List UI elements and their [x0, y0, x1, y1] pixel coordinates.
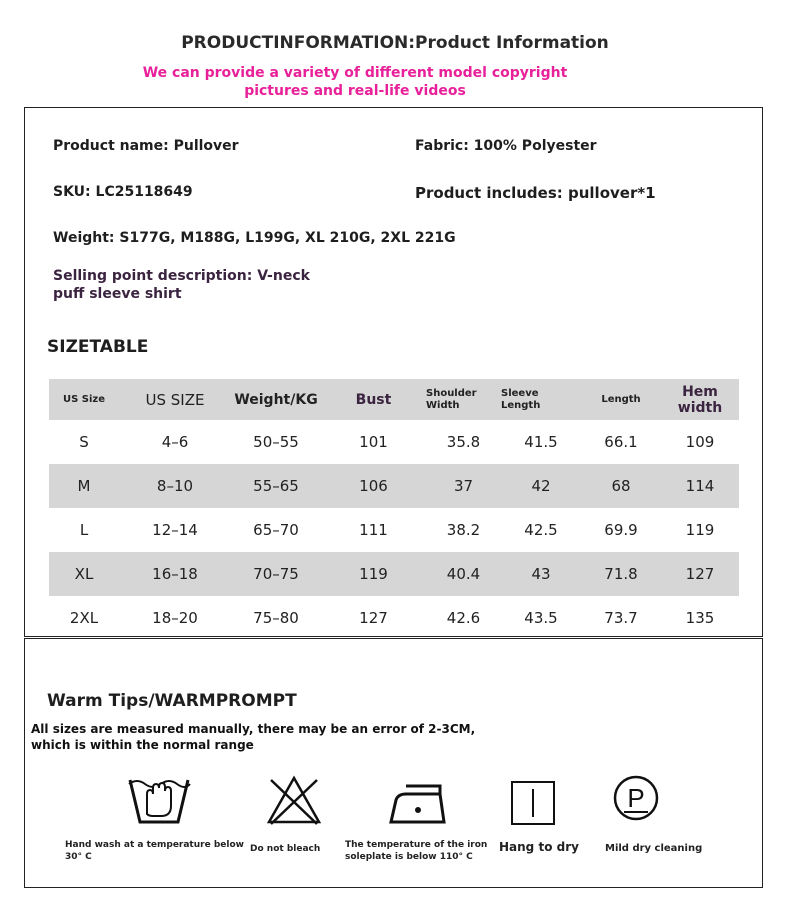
- iron-label: [345, 839, 487, 863]
- header-shoulder-width: [426, 379, 501, 420]
- warm-tips-line-1: All sizes are measured manually, there may be an error of 2-3CM,: [31, 722, 476, 736]
- header-width: Width: [426, 399, 460, 411]
- no-bleach-label: Do not bleach: [250, 844, 321, 854]
- header-weight: Weight/KG: [231, 379, 321, 420]
- header-shoulder: Shoulder: [426, 387, 477, 399]
- header-length: Length: [581, 379, 661, 420]
- cell: 111: [359, 521, 388, 539]
- fabric: Fabric: 100% Polyester: [415, 138, 597, 154]
- dry-clean-icon: [612, 774, 660, 822]
- hand-wash-label: [65, 839, 244, 863]
- size-table-header: [49, 379, 739, 420]
- hand-wash-line-1: Hand wash at a temperature below: [65, 840, 244, 850]
- warm-tips-line-2: which is within the normal range: [31, 738, 254, 752]
- cell: 65–70: [253, 521, 299, 539]
- cell: 70–75: [231, 552, 321, 596]
- cell: 119: [685, 521, 715, 539]
- selling-point-line-2: puff sleeve shirt: [53, 286, 182, 302]
- cell: 135: [685, 609, 715, 627]
- cell: 73.7: [604, 609, 638, 627]
- cell: 114: [661, 464, 739, 508]
- warm-tips-text: [31, 721, 475, 753]
- cell: 68: [581, 464, 661, 508]
- cell: 38.2: [446, 521, 481, 539]
- cell: 127: [359, 609, 388, 627]
- cell: 101: [359, 433, 388, 451]
- cell: 4–6: [161, 433, 189, 451]
- cell: 2XL: [69, 609, 99, 627]
- sku: SKU: LC25118649: [53, 184, 193, 200]
- hang-dry-icon: [510, 780, 556, 826]
- promo-line-1: We can provide a variety of different model copyright: [142, 65, 568, 81]
- page-title: PRODUCTINFORMATION:Product Information: [181, 33, 609, 53]
- iron-line-1: The temperature of the iron: [345, 840, 488, 850]
- cell: 106: [321, 464, 426, 508]
- cell: M: [49, 464, 119, 508]
- header-us-size-2: US SIZE: [119, 379, 231, 420]
- iron-line-2: soleplate is below 110° C: [345, 852, 473, 862]
- hand-wash-line-2: 30° C: [65, 852, 92, 862]
- cell: 12–14: [152, 521, 198, 539]
- table-row: [49, 464, 739, 508]
- cell: 75–80: [253, 609, 299, 627]
- header-hem-width: Hem width: [661, 379, 739, 420]
- cell: 43: [501, 552, 581, 596]
- size-table: [49, 379, 739, 640]
- header-us-size: US Size: [49, 379, 119, 420]
- hand-wash-icon: [127, 774, 191, 826]
- cell: 8–10: [119, 464, 231, 508]
- table-row: [49, 508, 739, 552]
- cell: 71.8: [581, 552, 661, 596]
- product-includes: Product includes: pullover*1: [415, 184, 656, 202]
- cell: 37: [426, 464, 501, 508]
- cell: 42: [501, 464, 581, 508]
- table-row: [49, 552, 739, 596]
- cell: 43.5: [524, 609, 558, 627]
- cell: 42.6: [446, 609, 481, 627]
- cell: 119: [321, 552, 426, 596]
- selling-point-line-1: Selling point description: V-neck: [53, 268, 310, 284]
- cell: 127: [661, 552, 739, 596]
- no-bleach-icon: [265, 774, 323, 826]
- selling-point: [53, 267, 310, 303]
- table-row: [49, 596, 739, 640]
- hang-dry-label: Hang to dry: [499, 840, 579, 854]
- dry-clean-symbol: P: [627, 783, 645, 813]
- cell: 35.8: [446, 433, 481, 451]
- header-sleeve: Sleeve: [501, 387, 539, 399]
- header-sleeve-length: [501, 379, 581, 420]
- cell: L: [79, 521, 89, 539]
- cell: 66.1: [604, 433, 638, 451]
- cell: 109: [685, 433, 715, 451]
- cell: 69.9: [604, 521, 638, 539]
- cell: 42.5: [524, 521, 558, 539]
- cell: 18–20: [152, 609, 198, 627]
- table-row: [49, 420, 739, 464]
- product-name: Product name: Pullover: [53, 138, 239, 154]
- warm-tips-title: Warm Tips/WARMPROMPT: [47, 691, 297, 711]
- size-table-title: SIZETABLE: [47, 337, 149, 357]
- cell: 40.4: [426, 552, 501, 596]
- cell: XL: [49, 552, 119, 596]
- promo-line-2: pictures and real-life videos: [244, 83, 466, 99]
- header-bust: Bust: [321, 379, 426, 420]
- cell: 50–55: [253, 433, 299, 451]
- dry-clean-label: Mild dry cleaning: [605, 843, 703, 854]
- header-length-sub: Length: [501, 399, 541, 411]
- iron-icon: [388, 782, 448, 826]
- cell: S: [79, 433, 89, 451]
- cell: 16–18: [119, 552, 231, 596]
- weight: Weight: S177G, M188G, L199G, XL 210G, 2XL 221G: [53, 230, 456, 246]
- cell: 41.5: [524, 433, 558, 451]
- cell: 55–65: [231, 464, 321, 508]
- promo-text: [120, 64, 590, 100]
